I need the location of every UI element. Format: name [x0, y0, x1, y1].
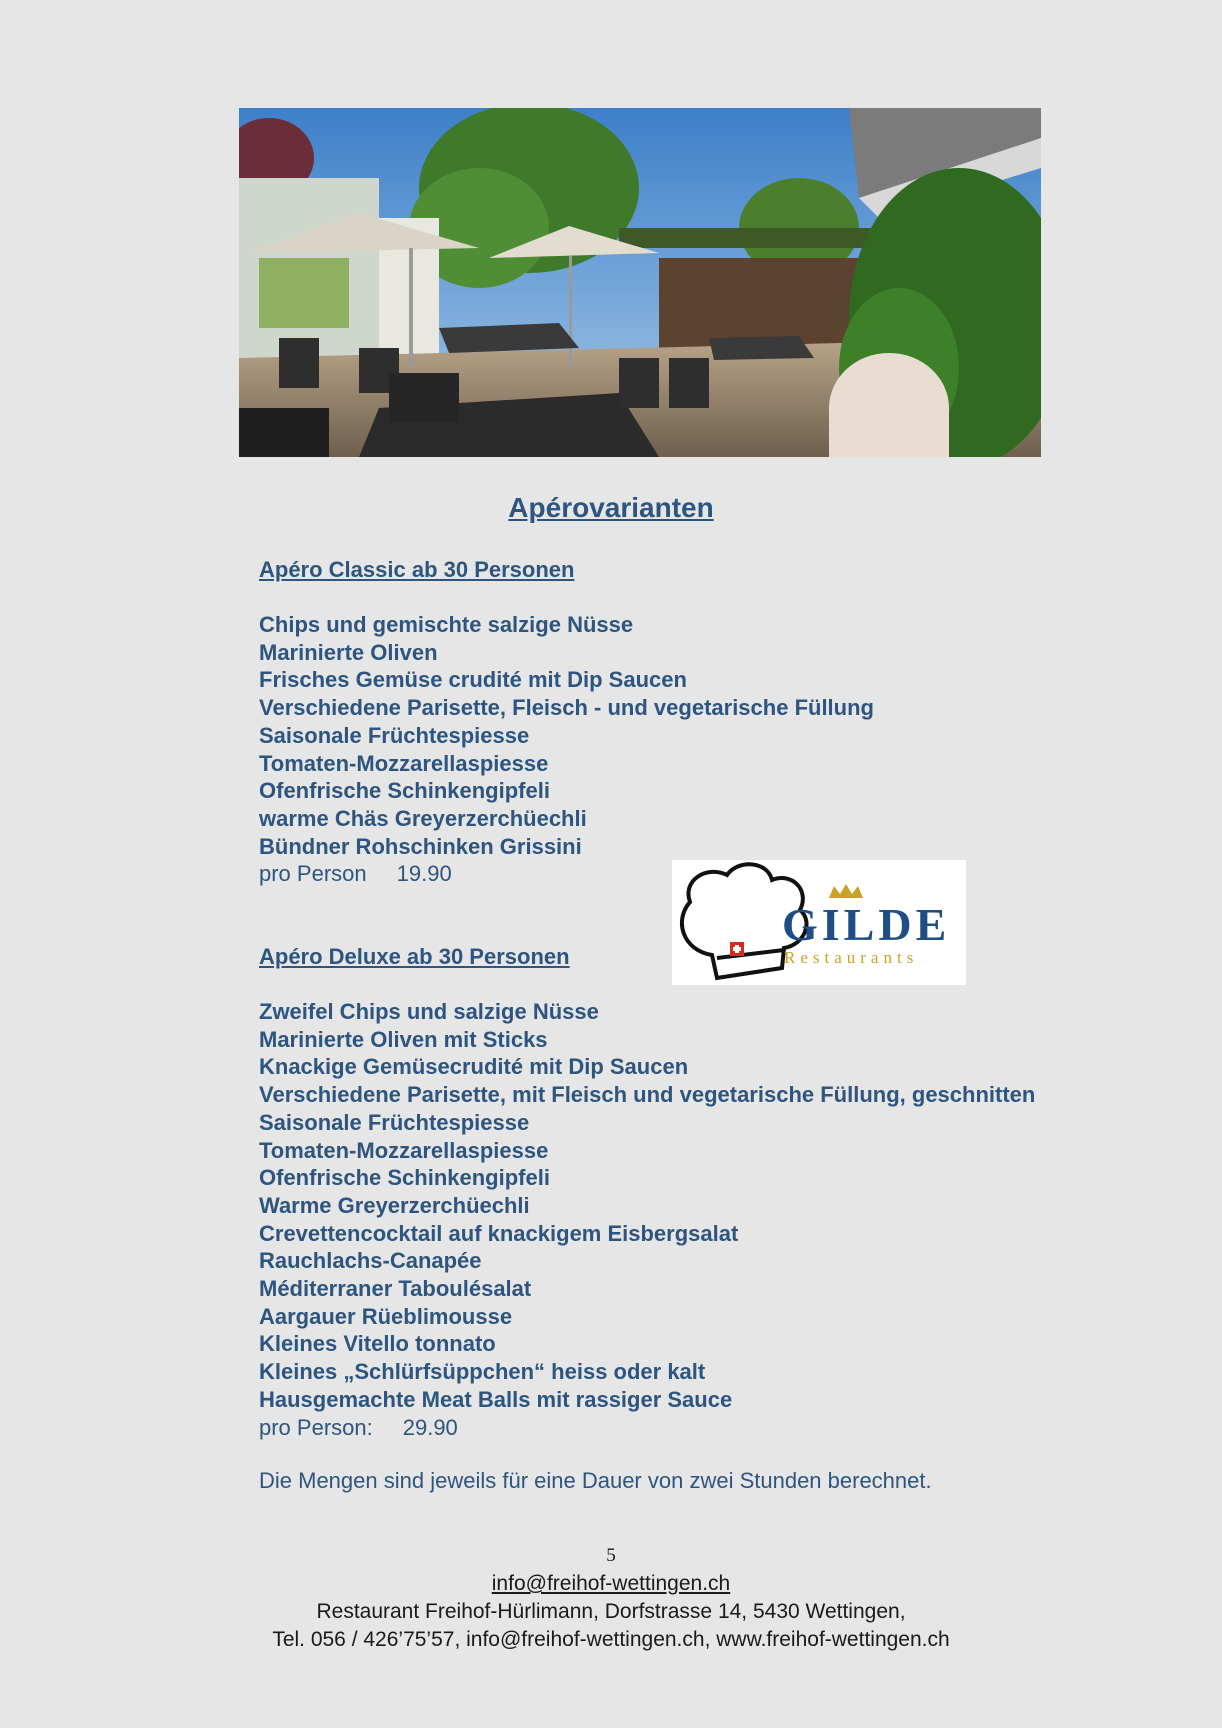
heading-text: Apérovarianten: [508, 492, 714, 523]
list-item: Ofenfrische Schinkengipfeli: [259, 1165, 550, 1191]
deluxe-price-line: [259, 1414, 1035, 1442]
terrace-photo: [239, 108, 1041, 457]
duration-note: Die Mengen sind jeweils für eine Dauer von zwei Stunden berechnet.: [259, 1468, 932, 1493]
list-item: Aargauer Rüeblimousse: [259, 1303, 513, 1329]
logo-sub-text: Restaurants: [784, 948, 919, 967]
list-item: Kleines Vitello tonnato: [259, 1331, 496, 1357]
price-value: 19.90: [396, 861, 452, 887]
footer-address: Restaurant Freihof-Hürlimann, Dorfstrasse 14, 5430 Wettingen,: [316, 1600, 906, 1623]
page-number: 5: [606, 1545, 616, 1566]
list-item: Bündner Rohschinken Grissini: [259, 833, 582, 859]
page-heading: [0, 492, 1222, 524]
list-item: Tomaten-Mozzarellaspiesse: [259, 750, 549, 776]
list-item: Verschiedene Parisette, mit Fleisch und vegetarische Füllung, geschnitten: [259, 1082, 1036, 1108]
list-item: Tomaten-Mozzarellaspiesse: [259, 1137, 549, 1163]
list-item: Marinierte Oliven mit Sticks: [259, 1026, 548, 1052]
list-item: Marinierte Oliven: [259, 639, 438, 665]
deluxe-title: Apéro Deluxe ab 30 Personen: [259, 944, 570, 969]
list-item: Kleines „Schlürfsüppchen“ heiss oder kalt: [259, 1359, 706, 1385]
list-item: Ofenfrische Schinkengipfeli: [259, 778, 550, 804]
list-item: Verschiedene Parisette, Fleisch - und vegetarische Füllung: [259, 695, 874, 721]
list-item: Méditerraner Taboulésalat: [259, 1276, 532, 1302]
list-item: Crevettencocktail auf knackigem Eisbergsalat: [259, 1220, 739, 1246]
list-item: Frisches Gemüse crudité mit Dip Saucen: [259, 667, 687, 693]
price-label: pro Person:: [259, 1414, 373, 1440]
list-item: Rauchlachs-Canapée: [259, 1248, 482, 1274]
list-item: Zweifel Chips und salzige Nüsse: [259, 999, 599, 1024]
classic-section: [259, 556, 874, 888]
logo-main-text: GILDE: [782, 899, 951, 950]
list-item: Hausgemachte Meat Balls mit rassiger Sauce: [259, 1386, 733, 1412]
hero-image: [239, 108, 1041, 457]
price-label: pro Person: [259, 861, 367, 887]
footer-email-link[interactable]: info@freihof-wettingen.ch: [491, 1572, 731, 1595]
list-item: Saisonale Früchtespiesse: [259, 1109, 530, 1135]
deluxe-items: [259, 998, 1035, 1414]
list-item: Knackige Gemüsecrudité mit Dip Saucen: [259, 1054, 689, 1080]
list-item: warme Chäs Greyerzerchüechli: [259, 805, 587, 831]
list-item: Saisonale Früchtespiesse: [259, 722, 530, 748]
classic-items: [259, 611, 874, 860]
deluxe-section: [259, 943, 1035, 1441]
classic-title: Apéro Classic ab 30 Personen: [259, 557, 575, 582]
list-item: Chips und gemischte salzige Nüsse: [259, 612, 634, 637]
list-item: Warme Greyerzerchüechli: [259, 1192, 530, 1218]
price-value: 29.90: [402, 1414, 458, 1440]
footer-contact: Tel. 056 / 426’75’57, info@freihof-wettingen.ch, www.freihof-wettingen.ch: [272, 1628, 950, 1651]
